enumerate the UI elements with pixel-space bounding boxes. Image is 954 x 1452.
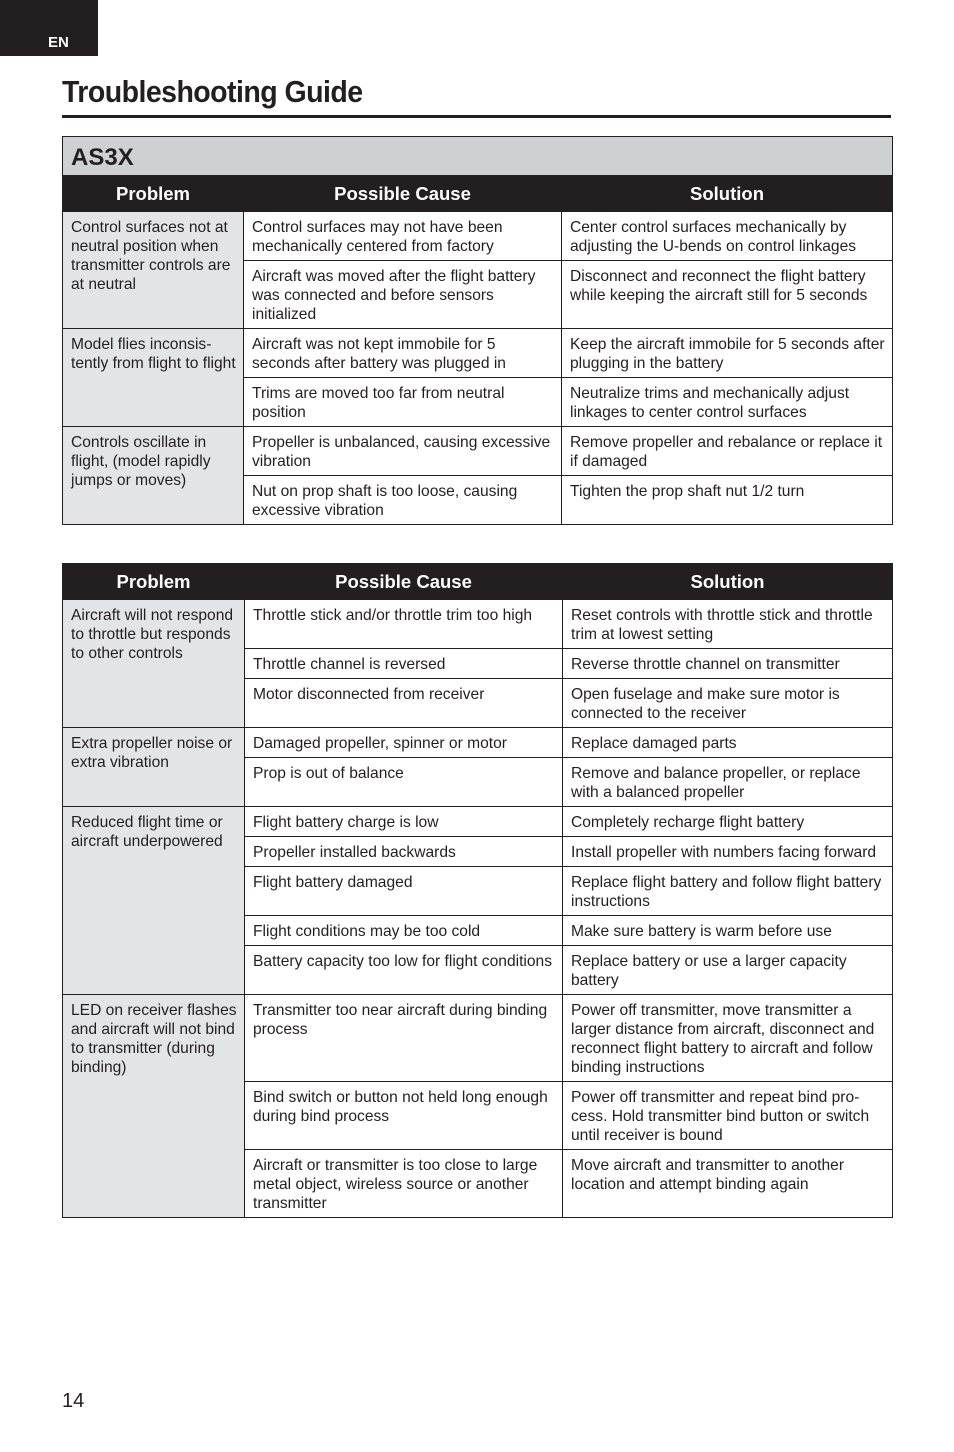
column-header-cause: Possible Cause	[245, 564, 563, 600]
cause-cell: Flight battery charge is low	[245, 807, 563, 837]
table-row	[63, 807, 893, 837]
solution-cell: Center control surfaces mechanically by adjusting the U-bends on control linkages	[562, 212, 893, 261]
cause-cell: Prop is out of balance	[245, 758, 563, 807]
cause-cell: Control surfaces may not have been mechanically centered from factory	[244, 212, 562, 261]
cause-cell: Throttle channel is reversed	[245, 649, 563, 679]
title-rule	[62, 115, 891, 118]
solution-cell: Remove propeller and rebalance or replace it if damaged	[562, 427, 893, 476]
cause-cell: Throttle stick and/or throttle trim too high	[245, 600, 563, 649]
column-header-cause: Possible Cause	[244, 176, 562, 212]
problem-cell: Model flies inconsis-tently from flight to flight	[63, 329, 244, 427]
cause-cell: Battery capacity too low for flight conditions	[245, 946, 563, 995]
solution-cell: Reverse throttle channel on transmitter	[563, 649, 893, 679]
page-title: Troubleshooting Guide	[62, 74, 363, 109]
solution-cell: Neutralize trims and mechanically adjust linkages to center control surfaces	[562, 378, 893, 427]
column-header-solution: Solution	[563, 564, 893, 600]
column-header-solution: Solution	[562, 176, 893, 212]
solution-cell: Tighten the prop shaft nut 1/2 turn	[562, 476, 893, 525]
cause-cell: Motor disconnected from receiver	[245, 679, 563, 728]
cause-cell: Transmitter too near aircraft during binding process	[245, 995, 563, 1082]
as3x-troubleshooting-table	[62, 136, 893, 525]
cause-cell: Propeller installed backwards	[245, 837, 563, 867]
solution-cell: Replace flight battery and follow flight battery instructions	[563, 867, 893, 916]
solution-cell: Install propeller with numbers facing forward	[563, 837, 893, 867]
cause-cell: Nut on prop shaft is too loose, causing excessive vibration	[244, 476, 562, 525]
solution-cell: Reset controls with throttle stick and throttle trim at lowest setting	[563, 600, 893, 649]
table-row	[63, 995, 893, 1082]
table-row	[63, 212, 893, 261]
cause-cell: Aircraft was moved after the flight battery was connected and before sensors initialized	[244, 261, 562, 329]
cause-cell: Trims are moved too far from neutral position	[244, 378, 562, 427]
cause-cell: Aircraft was not kept immobile for 5 seconds after battery was plugged in	[244, 329, 562, 378]
cause-cell: Propeller is unbalanced, causing excessive vibration	[244, 427, 562, 476]
section-title: AS3X	[63, 137, 893, 176]
problem-cell: LED on receiver flashes and aircraft will not bind to transmitter (during binding)	[63, 995, 245, 1218]
solution-cell: Replace damaged parts	[563, 728, 893, 758]
solution-cell: Power off transmitter and repeat bind pro-cess. Hold transmitter bind button or switch until receiver is bound	[563, 1082, 893, 1150]
problem-cell: Control surfaces not at neutral position when transmitter controls are at neutral	[63, 212, 244, 329]
table-row	[63, 329, 893, 378]
table-row	[63, 728, 893, 758]
solution-cell: Remove and balance propeller, or replace with a balanced propeller	[563, 758, 893, 807]
solution-cell: Move aircraft and transmitter to another location and attempt binding again	[563, 1150, 893, 1218]
cause-cell: Flight conditions may be too cold	[245, 916, 563, 946]
solution-cell: Power off transmitter, move transmitter a larger distance from aircraft, disconnect and reconnect flight battery to aircraft and follow binding instructions	[563, 995, 893, 1082]
solution-cell: Open fuselage and make sure motor is connected to the receiver	[563, 679, 893, 728]
column-header-row	[63, 564, 893, 600]
problem-cell: Controls oscillate in flight, (model rapidly jumps or moves)	[63, 427, 244, 525]
table-row	[63, 427, 893, 476]
table-row	[63, 600, 893, 649]
cause-cell: Bind switch or button not held long enough during bind process	[245, 1082, 563, 1150]
solution-cell: Keep the aircraft immobile for 5 seconds after plugging in the battery	[562, 329, 893, 378]
solution-cell: Disconnect and reconnect the flight battery while keeping the aircraft still for 5 seconds	[562, 261, 893, 329]
problem-cell: Aircraft will not respond to throttle but responds to other controls	[63, 600, 245, 728]
column-header-problem: Problem	[63, 564, 245, 600]
page-number: 14	[62, 1390, 85, 1412]
problem-cell: Reduced flight time or aircraft underpowered	[63, 807, 245, 995]
general-troubleshooting-table	[62, 563, 893, 1218]
solution-cell: Make sure battery is warm before use	[563, 916, 893, 946]
solution-cell: Replace battery or use a larger capacity battery	[563, 946, 893, 995]
cause-cell: Flight battery damaged	[245, 867, 563, 916]
cause-cell: Damaged propeller, spinner or motor	[245, 728, 563, 758]
section-header-row	[63, 137, 893, 176]
language-tab: EN	[0, 0, 98, 56]
cause-cell: Aircraft or transmitter is too close to large metal object, wireless source or another transmitter	[245, 1150, 563, 1218]
solution-cell: Completely recharge flight battery	[563, 807, 893, 837]
problem-cell: Extra propeller noise or extra vibration	[63, 728, 245, 807]
column-header-problem: Problem	[63, 176, 244, 212]
column-header-row	[63, 176, 893, 212]
